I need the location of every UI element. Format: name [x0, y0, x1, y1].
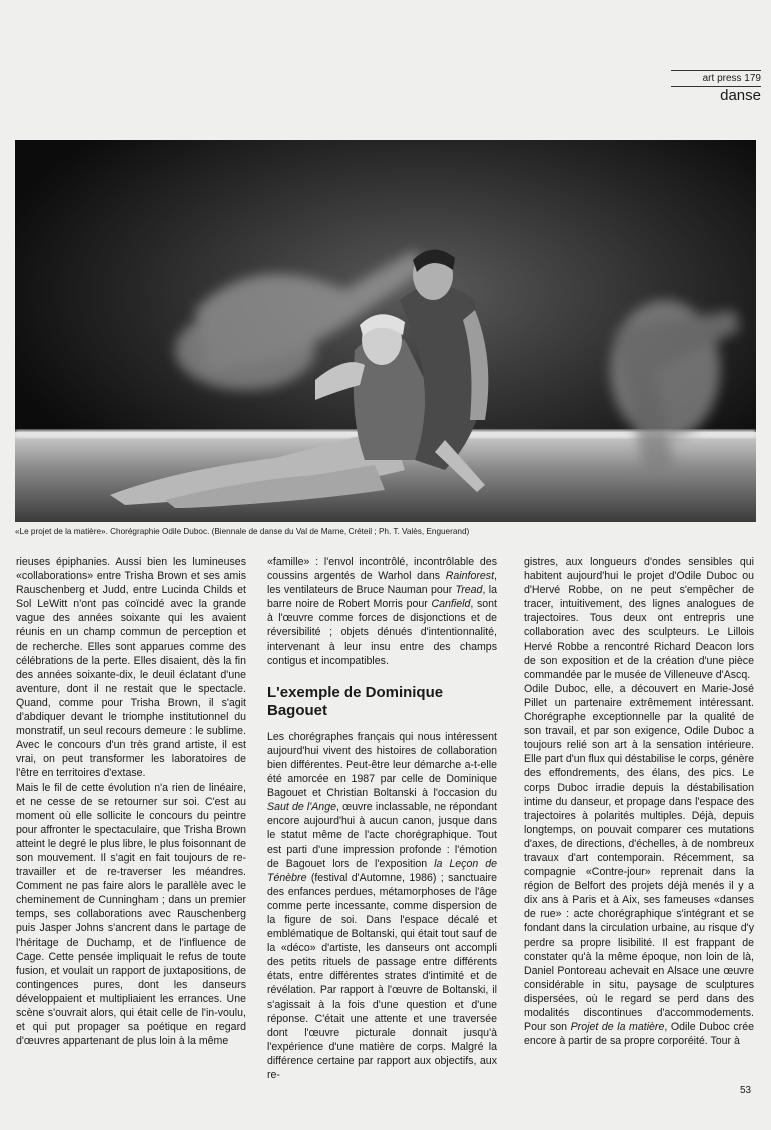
col1-paragraph-1: rieuses épiphanies. Aussi bien les lumineuses «collaborations» entre Trisha Brown et ses amis Rauschenberg et Judd, entre Lucinda Childs et Sol LeWitt n'ont pas coïncidé avec la grande vague des années soixante qui les avaient réunis en un champ commun de perception et de recherche. Elles sont apparues comme des célébrations de la perte. Elles disaient, dès la fin des années soixante-dix, le deuil éclatant d'une aventure, dont il ne restait que le spectacle. Quand, comme pour Trisha Brown, il s'agit d'abdiquer devant le triomphe institutionnel du monstratif, un seul recours demeure : le sublime. Avec le concours d'un très grand artiste, il est vrai, on peut transformer les laboratoires de l'être en territoires d'extase. [16, 556, 246, 780]
dance-photo [15, 140, 756, 522]
col2-paragraph-2: Les chorégraphes français qui nous intéressent aujourd'hui vivent des histoires de collaboration bien différentes. Peut-être leur démarche a-t-elle été amorcée en 1987 par celle de Dominique Bagouet et Christian Boltanski à l'occasion du Saut de l'Ange, œuvre inclassable, ne répondant encore aujourd'hui à aucun canon, jusque dans le statut même de l'acte chorégraphique. Tout est parti d'une impression profonde : l'émotion de Bagouet lors de l'exposition la Leçon de Ténèbre (festival d'Automne, 1986) ; sanctuaire des enfances perdues, métamorphoses de l'âge comme perte incessante, comme dispersion de la figure de soi. Dans l'espace décalé et emblématique de Boltanski, qui était tout sauf de la «déco» d'artiste, les danseurs ont accompli des petits rituels de passage entre différents états, entre différentes strates d'intimité et de révélation. Par rapport à l'œuvre de Boltanski, il s'agissait à la fois d'une question et d'une réponse. C'était une attente et une traversée dont l'œuvre picturale donnait jusqu'à l'expérience d'une matière de corps. Malgré la différence certaine par rapport aux objectifs, aux re- [267, 730, 497, 1081]
col3-paragraph-2: Odile Duboc, elle, a découvert en Marie-José Pillet un partenaire extrêmement intéressant. Chorégraphe exceptionnelle par la qualité de son travail, et par son exigence, Odile Duboc a toujours relié son art à la sensation intérieure. Elle part d'un flux qui déstabilise le corps, génère des effondrements, des élans, des pics. Le corps Duboc irradie depuis la déstabilisation intime du danseur, et propage dans l'espace des trajectoires à polarités multiples. Déjà, depuis longtemps, on pouvait comparer ces mutations d'axes, de directions, d'échelles, à de nombreux travaux d'art contemporain. Récemment, sa compagnie «Contre-jour» reprenait dans la région de Belfort des projets déjà menés il y a dix ans à Paris et à Aix, ses fameuses «danses de rue» : acte chorégraphique s'intégrant et se fondant dans la circulation urbaine, au risque d'y perdre sa propre lisibilité. Il est frappant de constater qu'à la même époque, non loin de là, Daniel Pontoreau achevait en Alsace une œuvre considérable in situ, paysage de sculptures dispersées, où le regard se perd dans des modalités discontinues d'accommodements. Pour son Projet de la matière, Odile Duboc crée encore à partir de sa propre corporéité. Tour à [524, 682, 754, 1048]
publication-name: art press 179 [702, 73, 761, 84]
column-2 [267, 555, 497, 1082]
col2-paragraph-1: «famille» : l'envol incontrôlé, incontrôlable des coussins argentés de Warhol dans Rainforest, les ventilateurs de Bruce Nauman pour Tread, la barre noire de Robert Morris pour Canfield, sont à l'œuvre comme forces de disjonctions et de réversibilité ; objets dénués d'intentionnalité, intervenant à leur insu entre des champs contigus et incompatibles. [267, 556, 497, 667]
col1-paragraph-2: Mais le fil de cette évolution n'a rien de linéaire, et ne cesse de se retourner sur soi. C'est au moment où elle sollicite le concours du peintre pour affronter le spectaculaire, que Trisha Brown atteint le degré le plus libre, le plus foisonnant de son mouvement. Il s'agit en fait toujours de re-travailler et de re-traverser les méandres. Comment ne pas faire alors le parallèle avec le cheminement de Cunningham ; dans un premier temps, ses collaborations avec Rauschenberg puis Jasper Johns s'ancrent dans le partage de l'héritage de Duchamp, et de l'influence de Cage. Cette pensée impliquait le refus de toute fusion, et voulait un rapport de juxtapositions, de contingences pures, dont les danseurs développaient et multipliaient les errances. Une scène s'ouvrait alors, qui était celle de l'in-voulu, et qui put propager sa poétique en regard d'œuvres appartenant de plus loin à la même [16, 781, 246, 1048]
col3-paragraph-1: gistres, aux longueurs d'ondes sensibles qui habitent aujourd'hui le projet d'Odile Duboc ou d'Hervé Robbe, on ne peut s'empêcher de tracer, intuitivement, des lignes analogues de trajectoires. Tous deux ont entrepris une collaboration avec des sculpteurs. Le Lillois Hervé Robbe a rencontré Richard Deacon lors de son exposition et de la création d'une pièce commandée par le musée de Villeneuve d'Ascq. [524, 556, 754, 681]
page-number: 53 [740, 1085, 752, 1096]
column-1 [16, 555, 246, 1048]
header-rule [671, 70, 761, 71]
column-3 [524, 555, 754, 1048]
section-heading: L'exemple de Dominique Bagouet [267, 683, 444, 719]
page-header [671, 70, 761, 104]
section-title: danse [671, 86, 761, 104]
photo-caption: «Le projet de la matière». Chorégraphie Odile Duboc. (Biennale de danse du Val de Marne, Créteil ; Ph. T. Valès, Enguerand) [15, 527, 470, 536]
dance-photo-illustration [15, 140, 756, 522]
